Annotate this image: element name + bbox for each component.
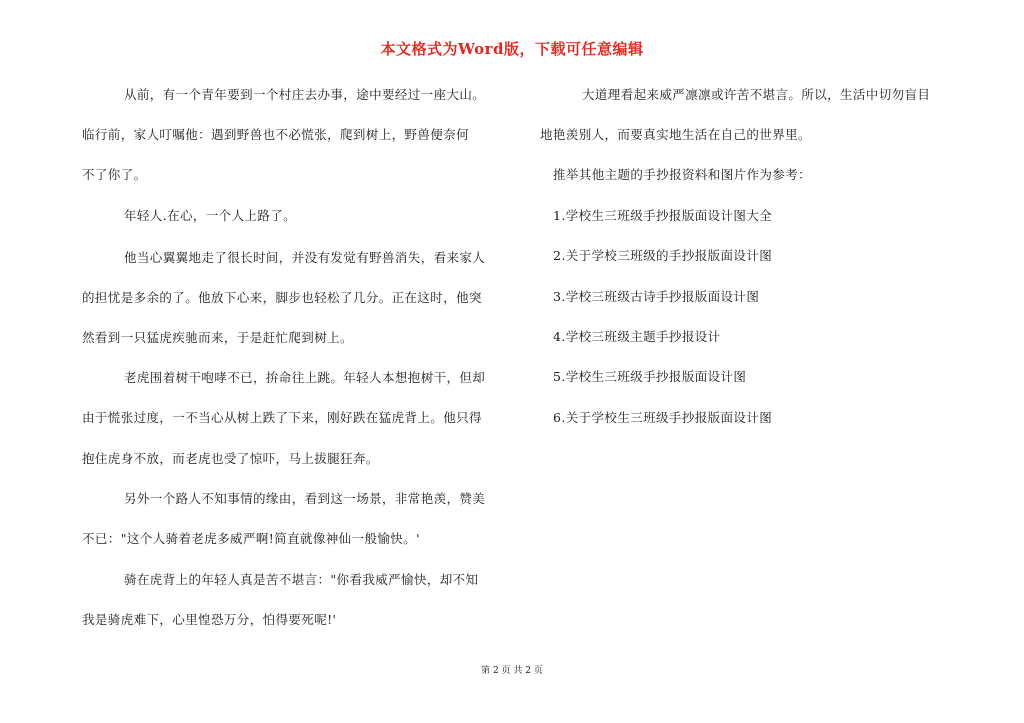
recommend-list-item: 2.关于学校三班级的手抄报版面设计图 (553, 248, 773, 263)
paragraph-line: 不已："这个人骑着老虎多威严啊!简直就像神仙一般愉快。' (82, 531, 420, 546)
paragraph-line: 从前，有一个青年要到一个村庄去办事，途中要经过一座大山。 (124, 87, 486, 102)
paragraph-line: 他当心翼翼地走了很长时间，并没有发觉有野兽消失，看来家人 (124, 250, 486, 265)
paragraph-line: 然看到一只猛虎疾驰而来，于是赶忙爬到树上。 (82, 330, 353, 345)
paragraph-line: 不了你了。 (82, 167, 147, 182)
recommend-list-item: 4.学校三班级主题手抄报设计 (553, 329, 721, 344)
paragraph-line: 我是骑虎难下，心里惶恐万分，怕得要死呢!' (82, 612, 337, 627)
recommend-list-item: 3.学校三班级古诗手抄报版面设计图 (553, 289, 760, 304)
paragraph-line: 抱住虎身不放，而老虎也受了惊吓，马上拔腿狂奔。 (82, 451, 379, 466)
paragraph-line: 由于慌张过度，一不当心从树上跌了下来，刚好跌在猛虎背上。他只得 (82, 410, 482, 425)
paragraph-line: 的担忧是多余的了。他放下心来，脚步也轻松了几分。正在这时，他突 (82, 290, 482, 305)
recommend-list-item: 5.学校生三班级手抄报版面设计图 (553, 369, 747, 384)
paragraph-line: 临行前，家人叮嘱他：遇到野兽也不必慌张，爬到树上，野兽便奈何 (82, 127, 470, 142)
recommend-list-item: 1.学校生三班级手抄报版面设计图大全 (553, 208, 773, 223)
recommend-list-item: 6.关于学校生三班级手抄报版面设计图 (553, 410, 773, 425)
paragraph-line: 年轻人.在心，一个人上路了。 (124, 208, 297, 223)
paragraph-line: 推举其他主题的手抄报资料和图片作为参考： (553, 167, 812, 182)
paragraph-line: 大道理看起来威严凛凛或许苦不堪言。所以，生活中切勿盲目 (582, 87, 931, 102)
paragraph-line: 地艳羡别人，而要真实地生活在自己的世界里。 (540, 127, 811, 142)
paragraph-line: 老虎围着树干咆哮不已，拚命往上跳。年轻人本想抱树干，但却 (124, 370, 486, 385)
paragraph-line: 骑在虎背上的年轻人真是苦不堪言："你看我威严愉快，却不知 (124, 572, 479, 587)
paragraph-line: 另外一个路人不知事情的缘由，看到这一场景，非常艳羡，赞美 (124, 491, 486, 506)
document-header-title: 本文格式为Word版，下载可任意编辑 (380, 40, 644, 58)
page-number-footer: 第 2 页 共 2 页 (481, 666, 543, 676)
